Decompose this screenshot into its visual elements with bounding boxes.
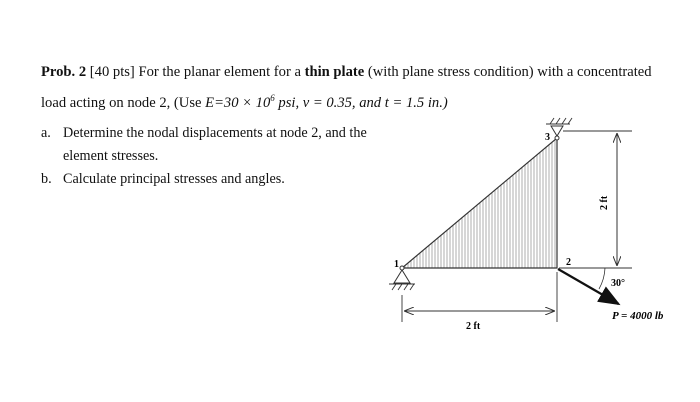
problem-points: [40 pts] <box>89 64 135 80</box>
modulus-expression: E=30 × 10 <box>205 94 271 111</box>
load-angle-label: 30° <box>611 278 625 289</box>
problem-bold-phrase: thin plate <box>304 64 365 80</box>
node-3-label: 3 <box>545 132 550 143</box>
height-dimension <box>563 131 632 268</box>
node-1-label: 1 <box>394 259 399 270</box>
angle-arc <box>599 268 605 289</box>
node-3 <box>555 136 559 140</box>
load-label: P = 4000 lb <box>612 310 664 322</box>
part-b-text: Calculate principal stresses and angles. <box>63 171 285 187</box>
height-dimension-label: 2 ft <box>599 195 610 210</box>
material-properties: psi, v = 0.35, and t = 1.5 in.) <box>278 94 448 111</box>
problem-text-before-bold: For the planar element for a <box>138 64 301 80</box>
problem-text-after-bold: (with plane stress condition) with a concentrated <box>367 64 652 80</box>
pin-support-node-1 <box>389 270 415 290</box>
part-b-label: b. <box>41 171 52 187</box>
width-dimension <box>402 272 557 322</box>
problem-label: Prob. 2 <box>41 64 87 80</box>
width-dimension-label: 2 ft <box>466 321 481 332</box>
load-arrow <box>558 269 619 304</box>
part-a-label: a. <box>41 125 51 141</box>
part-a-text: Determine the nodal displacements at node 2, and the element stresses. <box>63 125 367 164</box>
modulus-exponent: 6 <box>270 93 275 103</box>
node-1 <box>400 266 404 270</box>
problem-line2-start: load acting on node 2, (Use <box>41 94 202 111</box>
node-2-label: 2 <box>566 257 571 268</box>
